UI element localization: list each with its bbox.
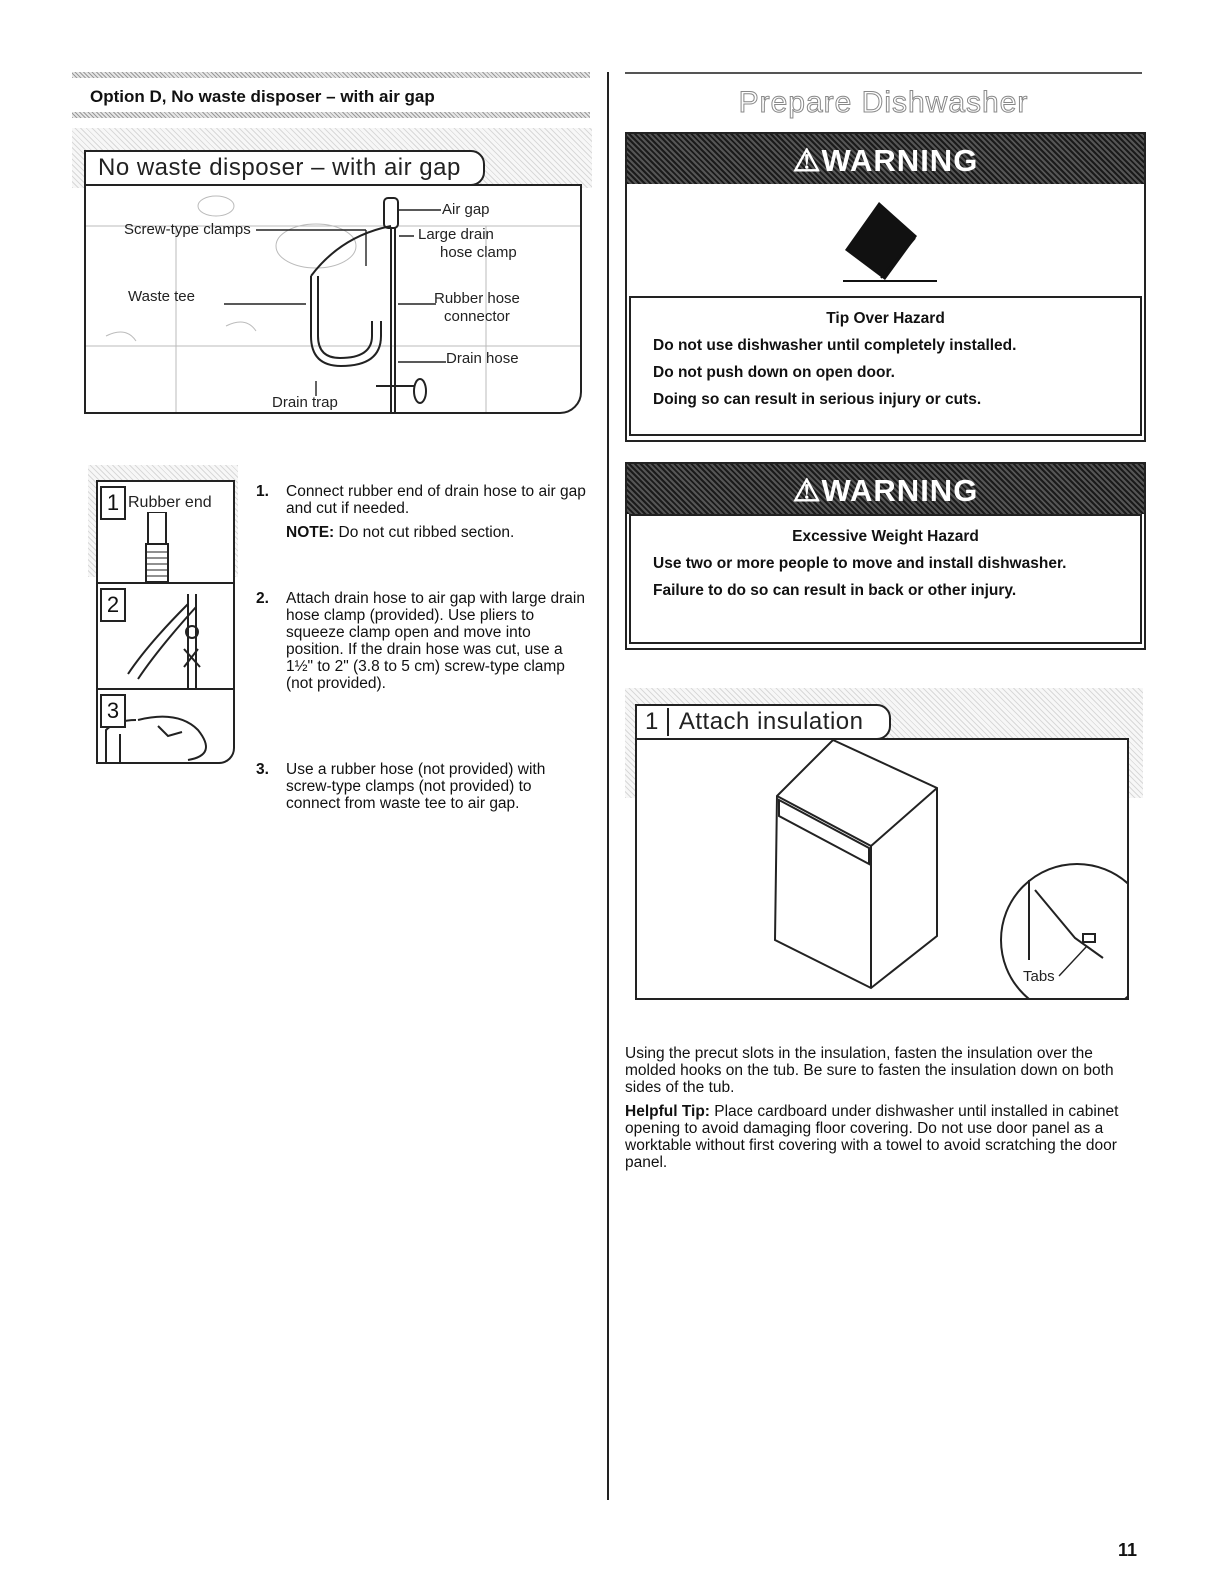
- thumb-number-1: 1: [100, 486, 126, 520]
- tip-over-symbol: [627, 184, 1144, 296]
- figure-title: No waste disposer – with air gap: [84, 150, 485, 186]
- warning-heading: ⚠WARNING: [792, 473, 979, 508]
- step-2-text: Attach drain hose to air gap with large drain hose clamp (provided). Use pliers to squeeze clamp open and move into position. If the drain hose was cut, use a 1½" to 2" (3.8 to 5 cm) screw-type clamp (not provided).: [286, 590, 585, 692]
- hazard-title: Excessive Weight Hazard: [792, 528, 979, 545]
- weight-warning: [625, 462, 1146, 650]
- warning-line-3: Doing so can result in serious injury or cuts.: [653, 391, 982, 408]
- figure-title: Attach insulation: [678, 708, 864, 735]
- helpful-tip: [625, 1103, 1140, 1171]
- warning-header: [627, 134, 1144, 184]
- step-3: [256, 761, 586, 819]
- figure-title-tab: [635, 704, 891, 740]
- rubber-connector-label-2: connector: [444, 308, 510, 325]
- thumb-number-2: 2: [100, 588, 126, 622]
- step-2-number: 2.: [256, 590, 269, 607]
- step-1-text: Connect rubber end of drain hose to air gap and cut if needed.: [286, 483, 586, 517]
- large-clamp-label-2: hose clamp: [440, 244, 517, 261]
- warning-body: [629, 514, 1142, 644]
- figure-step-number: 1: [637, 708, 669, 736]
- step-2: [256, 590, 586, 699]
- option-title: Option D, No waste disposer – with air gap: [90, 87, 435, 106]
- screw-clamps-label: Screw-type clamps: [124, 221, 251, 238]
- step-3-number: 3.: [256, 761, 269, 778]
- step-1: [256, 483, 586, 548]
- section-title: Prepare Dishwasher: [738, 86, 1029, 119]
- rubber-end-label: Rubber end: [128, 494, 212, 511]
- tabs-label: Tabs: [1023, 968, 1055, 985]
- air-gap-figure: [72, 128, 592, 428]
- column-divider: [607, 72, 609, 1500]
- step-3-text: Use a rubber hose (not provided) with screw-type clamps (not provided) to connect from waste tee to air gap.: [286, 761, 546, 812]
- tip-text: Place cardboard under dishwasher until installed in cabinet opening to avoid damaging floor covering. Do not use door panel as a worktable without first covering with a towel to avoid scratching the door panel.: [625, 1103, 1119, 1171]
- note-text: Do not cut ribbed section.: [334, 524, 515, 541]
- step-1-thumbnail: [96, 480, 235, 582]
- step-2-thumbnail: [96, 582, 235, 688]
- tip-over-warning: [625, 132, 1146, 442]
- instructions-text: [625, 1045, 1140, 1178]
- heading-underline: [72, 112, 590, 118]
- drain-trap-label: Drain trap: [272, 394, 338, 411]
- waste-tee-label: Waste tee: [128, 288, 195, 305]
- warning-line-2: Failure to do so can result in back or other injury.: [653, 582, 1017, 599]
- note-label: NOTE:: [286, 524, 335, 541]
- dishwasher-illustration: [637, 740, 1127, 998]
- hazard-title: Tip Over Hazard: [826, 310, 945, 327]
- rubber-connector-label-1: Rubber hose: [434, 290, 520, 307]
- step-1-number: 1.: [256, 483, 269, 500]
- step-3-thumbnail: [96, 688, 235, 764]
- large-clamp-label-1: Large drain: [418, 226, 494, 243]
- figure-frame: [635, 738, 1129, 1000]
- warning-body: [629, 296, 1142, 436]
- tip-over-icon: [627, 184, 1144, 296]
- warning-line-2: Do not push down on open door.: [653, 364, 895, 381]
- step-1-note: [286, 524, 586, 541]
- warning-header: [627, 464, 1144, 514]
- insulation-instructions: Using the precut slots in the insulation, fasten the insulation over the molded hooks on the tub. Be sure to fasten the insulation down on both sides of the tub.: [625, 1045, 1114, 1096]
- heading-rule: [72, 72, 590, 78]
- tip-label: Helpful Tip:: [625, 1103, 710, 1120]
- option-heading: [72, 72, 590, 118]
- warning-line-1: Do not use dishwasher until completely installed.: [653, 337, 1017, 354]
- section-rule: [625, 72, 1142, 74]
- page-number: 11: [1118, 1540, 1138, 1560]
- insulation-figure: [625, 688, 1143, 1028]
- air-gap-label: Air gap: [442, 201, 490, 218]
- warning-heading: ⚠WARNING: [792, 143, 979, 178]
- drain-hose-label: Drain hose: [446, 350, 519, 367]
- warning-line-1: Use two or more people to move and install dishwasher.: [653, 555, 1067, 572]
- thumb-number-3: 3: [100, 694, 126, 728]
- figure-frame: [84, 184, 582, 414]
